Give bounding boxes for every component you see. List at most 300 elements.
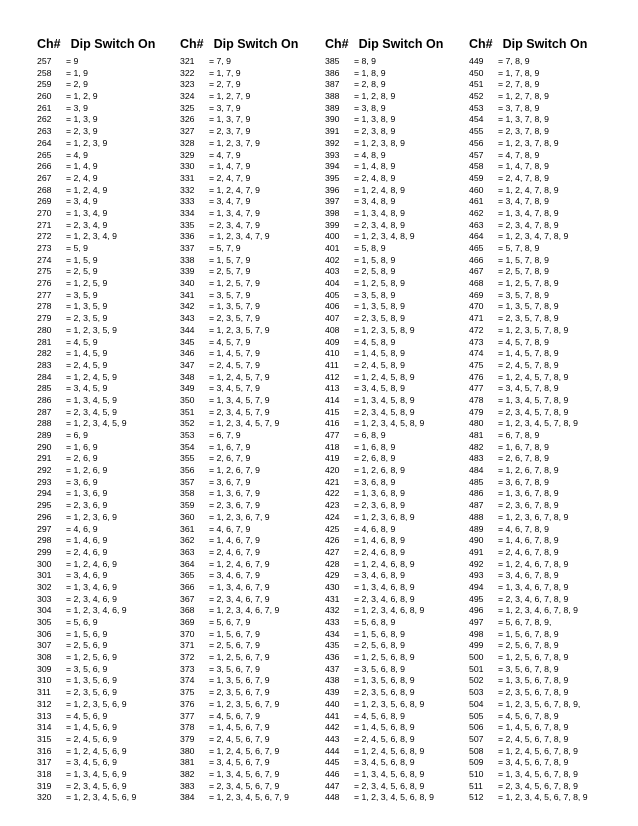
dip-switch-setting: = 2, 3, 4, 6, 9 xyxy=(66,593,117,604)
dip-switch-setting: = 4, 5, 6, 8, 9 xyxy=(354,710,405,721)
channel-number: 463 xyxy=(469,219,484,230)
channel-number: 460 xyxy=(469,184,484,195)
dip-switch-setting: = 2, 3, 5, 7, 8, 9 xyxy=(498,313,559,324)
dip-switch-setting: = 2, 3, 4, 5, 7, 9 xyxy=(209,406,270,417)
table-row xyxy=(325,231,467,243)
channel-number: 412 xyxy=(325,371,340,382)
channel-header-label: Ch# xyxy=(37,37,61,51)
table-row xyxy=(325,675,467,687)
dip-switch-setting: = 2, 3, 9 xyxy=(66,126,98,137)
channel-number: 401 xyxy=(325,243,340,253)
table-row xyxy=(325,734,467,746)
table-row xyxy=(180,453,322,465)
dip-switch-setting: = 4, 6, 8, 9 xyxy=(354,523,396,534)
dip-switch-setting: = 3, 4, 5, 6, 7, 9 xyxy=(209,757,270,768)
table-row xyxy=(37,79,177,91)
table-row xyxy=(180,430,322,442)
channel-number: 289 xyxy=(37,430,52,440)
dip-switch-setting: = 1, 4, 6, 7, 9 xyxy=(209,535,260,546)
table-row xyxy=(469,325,629,337)
table-row xyxy=(325,243,467,255)
channel-number: 505 xyxy=(469,710,484,721)
column-header xyxy=(37,37,177,56)
table-row xyxy=(37,500,177,512)
table-row xyxy=(180,266,322,278)
dip-switch-setting: = 1, 3, 8, 9 xyxy=(354,114,396,125)
dip-switch-setting: = 1, 2, 4, 5, 6, 8, 9 xyxy=(354,745,425,756)
channel-number: 445 xyxy=(325,757,340,768)
channel-number: 380 xyxy=(180,745,195,756)
dip-switch-setting: = 1, 2, 3, 5, 6, 9 xyxy=(66,698,127,709)
table-row xyxy=(469,266,629,278)
channel-number: 393 xyxy=(325,149,340,160)
table-row xyxy=(180,524,322,536)
channel-number: 506 xyxy=(469,722,484,733)
channel-number: 453 xyxy=(469,102,484,113)
channel-number: 443 xyxy=(325,733,340,744)
channel-number: 402 xyxy=(325,254,340,265)
channel-number: 451 xyxy=(469,79,484,90)
table-row xyxy=(37,266,177,278)
channel-number: 395 xyxy=(325,172,340,183)
table-row xyxy=(325,512,467,524)
table-row xyxy=(37,792,177,804)
channel-number: 317 xyxy=(37,757,52,768)
table-row xyxy=(469,594,629,606)
dip-switch-setting: = 2, 5, 9 xyxy=(66,266,98,277)
channel-number: 493 xyxy=(469,570,484,581)
table-row xyxy=(37,278,177,290)
dip-switch-setting: = 4, 5, 6, 9 xyxy=(66,710,108,721)
channel-number: 491 xyxy=(469,546,484,557)
dip-switch-setting: = 1, 2, 3, 4, 9 xyxy=(66,231,117,242)
table-row xyxy=(180,161,322,173)
table-row xyxy=(37,348,177,360)
table-row xyxy=(37,138,177,150)
dip-switch-setting: = 2, 4, 5, 9 xyxy=(66,359,108,370)
channel-number: 356 xyxy=(180,465,195,476)
channel-number: 285 xyxy=(37,383,52,394)
channel-number: 341 xyxy=(180,289,195,300)
dip-switch-setting: = 1, 2, 3, 5, 6, 8, 9 xyxy=(354,698,425,709)
channel-number: 477 xyxy=(325,430,340,440)
channel-number: 322 xyxy=(180,67,195,78)
channel-number: 497 xyxy=(469,617,484,627)
dip-switch-setting: = 3, 4, 8, 9 xyxy=(354,196,396,207)
table-row xyxy=(180,114,322,126)
table-row xyxy=(469,243,629,255)
channel-number: 484 xyxy=(469,465,484,476)
dip-switch-setting: = 1, 2, 3, 5, 8, 9 xyxy=(354,324,415,335)
dip-switch-setting: = 4, 9 xyxy=(66,149,88,160)
table-row xyxy=(37,161,177,173)
dip-switch-setting: = 3, 5, 8, 9 xyxy=(354,289,396,300)
channel-number: 360 xyxy=(180,511,195,522)
channel-number: 303 xyxy=(37,593,52,604)
dip-switch-header-label: Dip Switch On xyxy=(358,37,444,51)
table-row xyxy=(325,687,467,699)
channel-number: 418 xyxy=(325,441,340,452)
channel-number: 348 xyxy=(180,371,195,382)
table-row xyxy=(37,185,177,197)
dip-switch-setting: = 1, 5, 9 xyxy=(66,254,98,265)
dip-switch-setting: = 1, 5, 6, 9 xyxy=(66,628,108,639)
dip-switch-setting: = 1, 5, 7, 8, 9 xyxy=(498,254,549,265)
table-row xyxy=(469,500,629,512)
channel-number: 459 xyxy=(469,172,484,183)
channel-number: 365 xyxy=(180,570,195,581)
dip-switch-setting: = 3, 4, 6, 7, 8, 9 xyxy=(498,570,559,581)
table-row xyxy=(37,675,177,687)
table-row xyxy=(469,711,629,723)
dip-switch-setting: = 1, 2, 6, 7, 8, 9 xyxy=(498,465,559,476)
channel-number: 510 xyxy=(469,768,484,779)
channel-number: 344 xyxy=(180,324,195,335)
channel-number: 339 xyxy=(180,266,195,277)
table-row xyxy=(325,524,467,536)
table-row xyxy=(469,792,629,804)
channel-number: 372 xyxy=(180,652,195,663)
channel-number: 292 xyxy=(37,465,52,476)
dip-switch-setting: = 1, 2, 4, 9 xyxy=(66,184,108,195)
table-row xyxy=(469,664,629,676)
table-row xyxy=(325,640,467,652)
dip-switch-setting: = 1, 2, 4, 5, 6, 7, 9 xyxy=(209,745,280,756)
dip-switch-setting: = 1, 9 xyxy=(66,67,88,78)
dip-switch-setting: = 2, 3, 6, 7, 9 xyxy=(209,500,260,511)
dip-switch-setting: = 1, 2, 3, 4, 8, 9 xyxy=(354,231,415,242)
dip-switch-setting: = 2, 3, 5, 8, 9 xyxy=(354,313,405,324)
table-row xyxy=(325,477,467,489)
dip-switch-setting: = 1, 2, 3, 4, 6, 7, 9 xyxy=(209,605,280,616)
channel-number: 280 xyxy=(37,324,52,335)
dip-switch-setting: = 1, 2, 3, 4, 5, 6, 7, 8, 9 xyxy=(498,792,588,803)
table-row xyxy=(180,126,322,138)
table-row xyxy=(180,675,322,687)
table-row xyxy=(180,699,322,711)
dip-switch-setting: = 1, 4, 5, 8, 9 xyxy=(354,348,405,359)
table-row xyxy=(180,56,322,68)
channel-number: 306 xyxy=(37,628,52,639)
table-row xyxy=(325,196,467,208)
channel-number: 281 xyxy=(37,336,52,347)
table-row xyxy=(469,161,629,173)
dip-switch-setting: = 5, 7, 8, 9 xyxy=(498,243,540,253)
channel-number: 260 xyxy=(37,91,52,102)
dip-switch-setting: = 1, 2, 3, 6, 8, 9 xyxy=(354,511,415,522)
column-header xyxy=(469,37,629,56)
table-row xyxy=(325,582,467,594)
dip-switch-setting: = 1, 2, 4, 5, 6, 7, 8, 9 xyxy=(498,745,578,756)
channel-number: 499 xyxy=(469,640,484,651)
column-header xyxy=(180,37,322,56)
dip-switch-setting: = 1, 3, 5, 6, 7, 9 xyxy=(209,675,270,686)
table-row xyxy=(37,91,177,103)
dip-switch-setting: = 1, 2, 5, 6, 7, 9 xyxy=(209,652,270,663)
channel-number: 312 xyxy=(37,698,52,709)
channel-number: 404 xyxy=(325,278,340,289)
table-row xyxy=(37,629,177,641)
channel-number: 270 xyxy=(37,207,52,218)
table-row xyxy=(469,652,629,664)
table-row xyxy=(180,640,322,652)
channel-number: 444 xyxy=(325,745,340,756)
table-row xyxy=(325,500,467,512)
table-row xyxy=(325,138,467,150)
dip-switch-setting: = 1, 2, 5, 6, 8, 9 xyxy=(354,652,415,663)
channel-number: 318 xyxy=(37,768,52,779)
table-row xyxy=(180,360,322,372)
channel-number: 374 xyxy=(180,675,195,686)
table-row xyxy=(325,488,467,500)
channel-number: 361 xyxy=(180,523,195,534)
channel-number: 508 xyxy=(469,745,484,756)
dip-switch-setting: = 1, 2, 3, 4, 6, 7, 8, 9 xyxy=(498,605,578,616)
dip-switch-setting: = 1, 3, 5, 6, 9 xyxy=(66,675,117,686)
channel-number: 305 xyxy=(37,617,52,627)
table-row xyxy=(469,547,629,559)
table-row xyxy=(37,734,177,746)
dip-switch-setting: = 2, 3, 5, 7, 9 xyxy=(209,313,260,324)
channel-number: 391 xyxy=(325,126,340,137)
channel-number: 504 xyxy=(469,698,484,709)
table-row xyxy=(180,395,322,407)
table-row xyxy=(37,781,177,793)
dip-switch-setting: = 6, 7, 8, 9 xyxy=(498,430,540,440)
dip-switch-setting: = 1, 3, 4, 6, 8, 9 xyxy=(354,581,415,592)
dip-switch-setting: = 2, 4, 6, 7, 8, 9 xyxy=(498,546,559,557)
table-row xyxy=(180,150,322,162)
dip-switch-setting: = 2, 4, 6, 9 xyxy=(66,546,108,557)
channel-number: 327 xyxy=(180,126,195,137)
table-row xyxy=(469,699,629,711)
table-row xyxy=(325,699,467,711)
channel-number: 437 xyxy=(325,663,340,674)
table-row xyxy=(469,138,629,150)
dip-switch-setting: = 1, 2, 3, 4, 7, 8, 9 xyxy=(498,231,569,242)
channel-column-1 xyxy=(37,37,177,804)
table-row xyxy=(180,138,322,150)
table-row xyxy=(325,360,467,372)
channel-number: 345 xyxy=(180,336,195,347)
channel-number: 409 xyxy=(325,336,340,347)
channel-number: 472 xyxy=(469,324,484,335)
channel-number: 485 xyxy=(469,476,484,487)
dip-switch-setting: = 1, 4, 5, 6, 9 xyxy=(66,722,117,733)
channel-number: 386 xyxy=(325,67,340,78)
channel-number: 288 xyxy=(37,418,52,429)
dip-switch-setting: = 8, 9 xyxy=(354,56,376,66)
table-row xyxy=(325,208,467,220)
table-row xyxy=(469,722,629,734)
table-row xyxy=(37,243,177,255)
table-row xyxy=(325,781,467,793)
channel-column-2 xyxy=(180,37,322,804)
dip-switch-setting: = 2, 5, 6, 7, 8, 9 xyxy=(498,640,559,651)
table-row xyxy=(469,535,629,547)
table-row xyxy=(469,103,629,115)
channel-number: 414 xyxy=(325,394,340,405)
channel-number: 328 xyxy=(180,137,195,148)
table-row xyxy=(37,594,177,606)
table-row xyxy=(469,313,629,325)
channel-number: 310 xyxy=(37,675,52,686)
dip-switch-setting: = 3, 5, 7, 9 xyxy=(209,289,251,300)
dip-switch-setting: = 1, 3, 4, 5, 8, 9 xyxy=(354,394,415,405)
dip-switch-setting: = 1, 2, 4, 6, 7, 9 xyxy=(209,558,270,569)
channel-number: 448 xyxy=(325,792,340,803)
dip-switch-setting: = 1, 8, 9 xyxy=(354,67,386,78)
channel-number: 387 xyxy=(325,79,340,90)
table-row xyxy=(180,255,322,267)
channel-number: 362 xyxy=(180,535,195,546)
table-row xyxy=(180,68,322,80)
table-row xyxy=(469,453,629,465)
dip-switch-setting: = 1, 4, 8, 9 xyxy=(354,161,396,172)
dip-switch-setting: = 2, 4, 6, 8, 9 xyxy=(354,546,405,557)
channel-list xyxy=(37,56,177,804)
dip-switch-setting: = 1, 2, 4, 5, 8, 9 xyxy=(354,371,415,382)
dip-switch-setting: = 1, 4, 9 xyxy=(66,161,98,172)
table-row xyxy=(180,559,322,571)
dip-switch-setting: = 1, 2, 6, 9 xyxy=(66,465,108,476)
channel-number: 262 xyxy=(37,114,52,125)
dip-switch-setting: = 1, 3, 5, 6, 7, 8, 9 xyxy=(498,675,569,686)
dip-switch-setting: = 1, 3, 4, 5, 6, 9 xyxy=(66,768,127,779)
table-row xyxy=(325,68,467,80)
table-row xyxy=(325,348,467,360)
channel-number: 287 xyxy=(37,406,52,417)
table-row xyxy=(180,418,322,430)
dip-switch-setting: = 3, 9 xyxy=(66,102,88,113)
dip-switch-setting: = 1, 2, 6, 7, 9 xyxy=(209,465,260,476)
dip-switch-setting: = 4, 8, 9 xyxy=(354,149,386,160)
table-row xyxy=(37,547,177,559)
table-row xyxy=(469,278,629,290)
dip-switch-setting: = 1, 3, 4, 6, 7, 9 xyxy=(209,581,270,592)
channel-number: 276 xyxy=(37,278,52,289)
dip-switch-setting: = 1, 4, 5, 6, 8, 9 xyxy=(354,722,415,733)
dip-switch-setting: = 2, 3, 4, 6, 7, 8, 9 xyxy=(498,593,569,604)
dip-switch-setting: = 1, 2, 5, 9 xyxy=(66,278,108,289)
dip-switch-setting: = 1, 2, 3, 5, 9 xyxy=(66,324,117,335)
dip-switch-setting: = 1, 2, 3, 4, 5, 6, 7, 9 xyxy=(209,792,289,803)
table-row xyxy=(469,746,629,758)
channel-number: 363 xyxy=(180,546,195,557)
channel-number: 397 xyxy=(325,196,340,207)
dip-switch-setting: = 1, 2, 3, 6, 7, 8, 9 xyxy=(498,511,569,522)
table-row xyxy=(469,617,629,629)
table-row xyxy=(180,769,322,781)
dip-switch-setting: = 1, 4, 7, 9 xyxy=(209,161,251,172)
table-row xyxy=(469,675,629,687)
channel-number: 353 xyxy=(180,430,195,440)
dip-switch-setting: = 2, 5, 8, 9 xyxy=(354,266,396,277)
table-row xyxy=(469,56,629,68)
dip-switch-setting: = 1, 2, 3, 4, 6, 8, 9 xyxy=(354,605,425,616)
channel-number: 495 xyxy=(469,593,484,604)
table-row xyxy=(180,208,322,220)
channel-number: 375 xyxy=(180,687,195,698)
channel-header-label: Ch# xyxy=(325,37,349,51)
dip-switch-setting: = 1, 3, 5, 8, 9 xyxy=(354,301,405,312)
dip-switch-setting: = 1, 5, 7, 9 xyxy=(209,254,251,265)
table-row xyxy=(325,407,467,419)
table-row xyxy=(37,524,177,536)
channel-number: 427 xyxy=(325,546,340,557)
table-row xyxy=(325,126,467,138)
dip-switch-setting: = 4, 5, 7, 8, 9 xyxy=(498,336,549,347)
table-row xyxy=(37,150,177,162)
channel-number: 415 xyxy=(325,406,340,417)
table-row xyxy=(37,652,177,664)
dip-switch-setting: = 2, 3, 4, 5, 7, 8, 9 xyxy=(498,406,569,417)
table-row xyxy=(325,103,467,115)
channel-number: 342 xyxy=(180,301,195,312)
channel-number: 475 xyxy=(469,359,484,370)
channel-number: 466 xyxy=(469,254,484,265)
channel-number: 294 xyxy=(37,488,52,499)
dip-switch-setting: = 1, 3, 4, 6, 9 xyxy=(66,581,117,592)
table-row xyxy=(180,301,322,313)
table-row xyxy=(180,547,322,559)
dip-switch-setting: = 1, 3, 6, 9 xyxy=(66,488,108,499)
dip-switch-setting: = 1, 2, 3, 4, 5, 6, 8, 9 xyxy=(354,792,434,803)
table-row xyxy=(325,91,467,103)
channel-number: 337 xyxy=(180,243,195,253)
table-row xyxy=(180,535,322,547)
channel-number: 421 xyxy=(325,476,340,487)
channel-number: 410 xyxy=(325,348,340,359)
dip-switch-setting: = 3, 4, 7, 8, 9 xyxy=(498,196,549,207)
dip-switch-setting: = 2, 3, 8, 9 xyxy=(354,126,396,137)
table-row xyxy=(325,301,467,313)
channel-number: 308 xyxy=(37,652,52,663)
table-row xyxy=(469,418,629,430)
channel-number: 385 xyxy=(325,56,340,66)
table-row xyxy=(469,255,629,267)
dip-switch-setting: = 1, 2, 4, 5, 7, 8, 9 xyxy=(498,371,569,382)
table-row xyxy=(37,313,177,325)
table-row xyxy=(469,360,629,372)
table-row xyxy=(180,477,322,489)
dip-switch-setting: = 3, 4, 5, 6, 7, 8, 9 xyxy=(498,757,569,768)
channel-number: 423 xyxy=(325,500,340,511)
dip-switch-setting: = 1, 4, 6, 7, 8, 9 xyxy=(498,535,559,546)
channel-number: 311 xyxy=(37,687,51,698)
channel-number: 471 xyxy=(469,313,484,324)
channel-number: 259 xyxy=(37,79,52,90)
channel-number: 350 xyxy=(180,394,195,405)
channel-number: 450 xyxy=(469,67,484,78)
channel-number: 291 xyxy=(37,453,52,464)
dip-switch-setting: = 1, 4, 5, 9 xyxy=(66,348,108,359)
dip-switch-setting: = 1, 2, 4, 7, 8, 9 xyxy=(498,184,559,195)
table-row xyxy=(37,231,177,243)
dip-switch-setting: = 5, 7, 9 xyxy=(209,243,241,253)
table-row xyxy=(469,290,629,302)
dip-switch-setting: = 2, 4, 5, 6, 8, 9 xyxy=(354,733,415,744)
table-row xyxy=(37,372,177,384)
channel-number: 486 xyxy=(469,488,484,499)
channel-number: 309 xyxy=(37,663,52,674)
channel-number: 503 xyxy=(469,687,484,698)
channel-number: 269 xyxy=(37,196,52,207)
channel-number: 416 xyxy=(325,418,340,429)
table-row xyxy=(469,185,629,197)
table-row xyxy=(180,488,322,500)
dip-switch-setting: = 1, 4, 7, 8, 9 xyxy=(498,161,549,172)
